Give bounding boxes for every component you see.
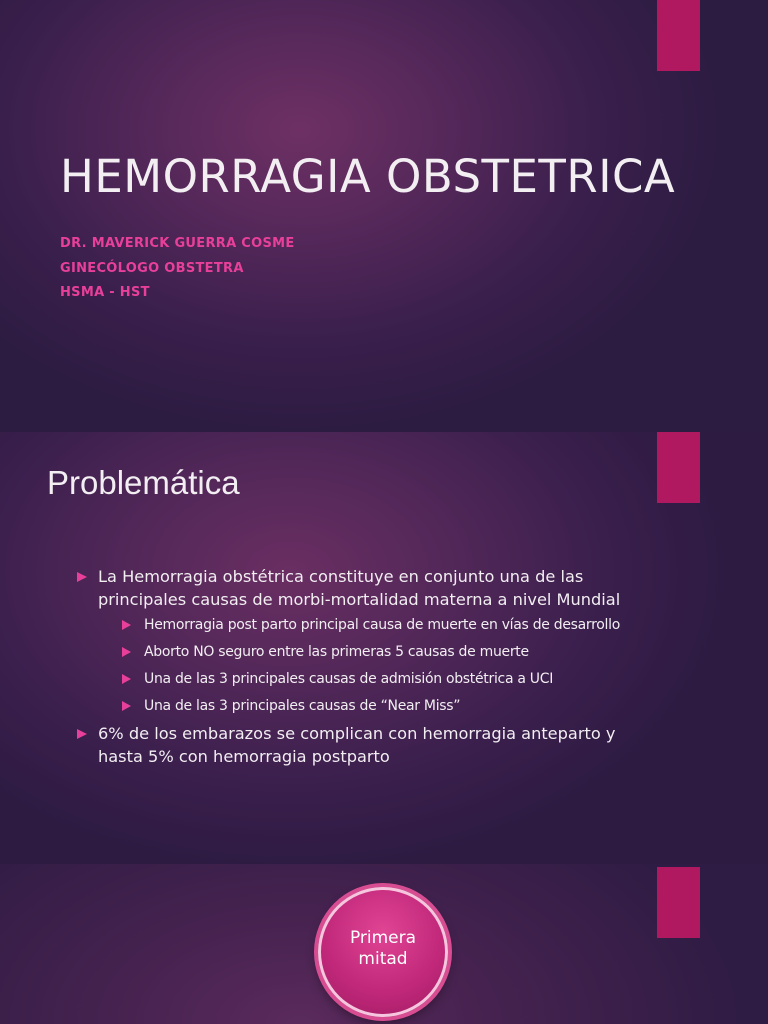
bubble-line: Primera [349, 928, 417, 948]
sub-bullet-item [122, 642, 636, 662]
bubble-line: mitad [358, 949, 408, 969]
slide-problematica [0, 432, 768, 864]
slide-title-heading: HEMORRAGIA OBSTETRICA [60, 150, 676, 203]
sub-bullet-item [122, 615, 636, 635]
bullet-arrow-icon [122, 647, 131, 657]
accent-bar [657, 867, 700, 938]
bullet-arrow-icon [77, 729, 87, 739]
subtitle-line: GINECÓLOGO OBSTETRA [60, 260, 244, 276]
bullet-item [76, 566, 636, 716]
bullet-arrow-icon [122, 674, 131, 684]
bullet-item [76, 723, 636, 768]
slide-subtitle [60, 232, 295, 306]
slide-title [0, 0, 768, 432]
subtitle-line: DR. MAVERICK GUERRA COSME [60, 236, 295, 251]
sub-bullet-text: Hemorragia post parto principal causa de muerte en vías de desarrollo [144, 617, 620, 633]
bullet-text: 6% de los embarazos se complican con hemorragia anteparto y hasta 5% con hemorragia postparto [98, 724, 616, 766]
bullet-text: La Hemorragia obstétrica constituye en conjunto una de las principales causas de morbi-mortalidad materna a nivel Mundial [98, 567, 621, 609]
accent-bar [657, 432, 700, 503]
subtitle-line: HSMA - HST [60, 285, 150, 300]
accent-bar [657, 0, 700, 71]
sub-bullet-text: Una de las 3 principales causas de admisión obstétrica a UCI [144, 671, 554, 687]
bullet-arrow-icon [122, 701, 131, 711]
sub-bullet-list [122, 615, 636, 716]
sub-bullet-text: Aborto NO seguro entre las primeras 5 causas de muerte [144, 644, 529, 660]
slide-primera-mitad [0, 864, 768, 1024]
section-title: Problemática [47, 464, 240, 501]
sub-bullet-text: Una de las 3 principales causas de “Near Miss” [144, 698, 461, 714]
bullet-arrow-icon [122, 620, 131, 630]
bullet-list [76, 566, 636, 768]
section-bubble [318, 887, 448, 1017]
sub-bullet-item [122, 696, 636, 716]
bullet-arrow-icon [77, 572, 87, 582]
sub-bullet-item [122, 669, 636, 689]
